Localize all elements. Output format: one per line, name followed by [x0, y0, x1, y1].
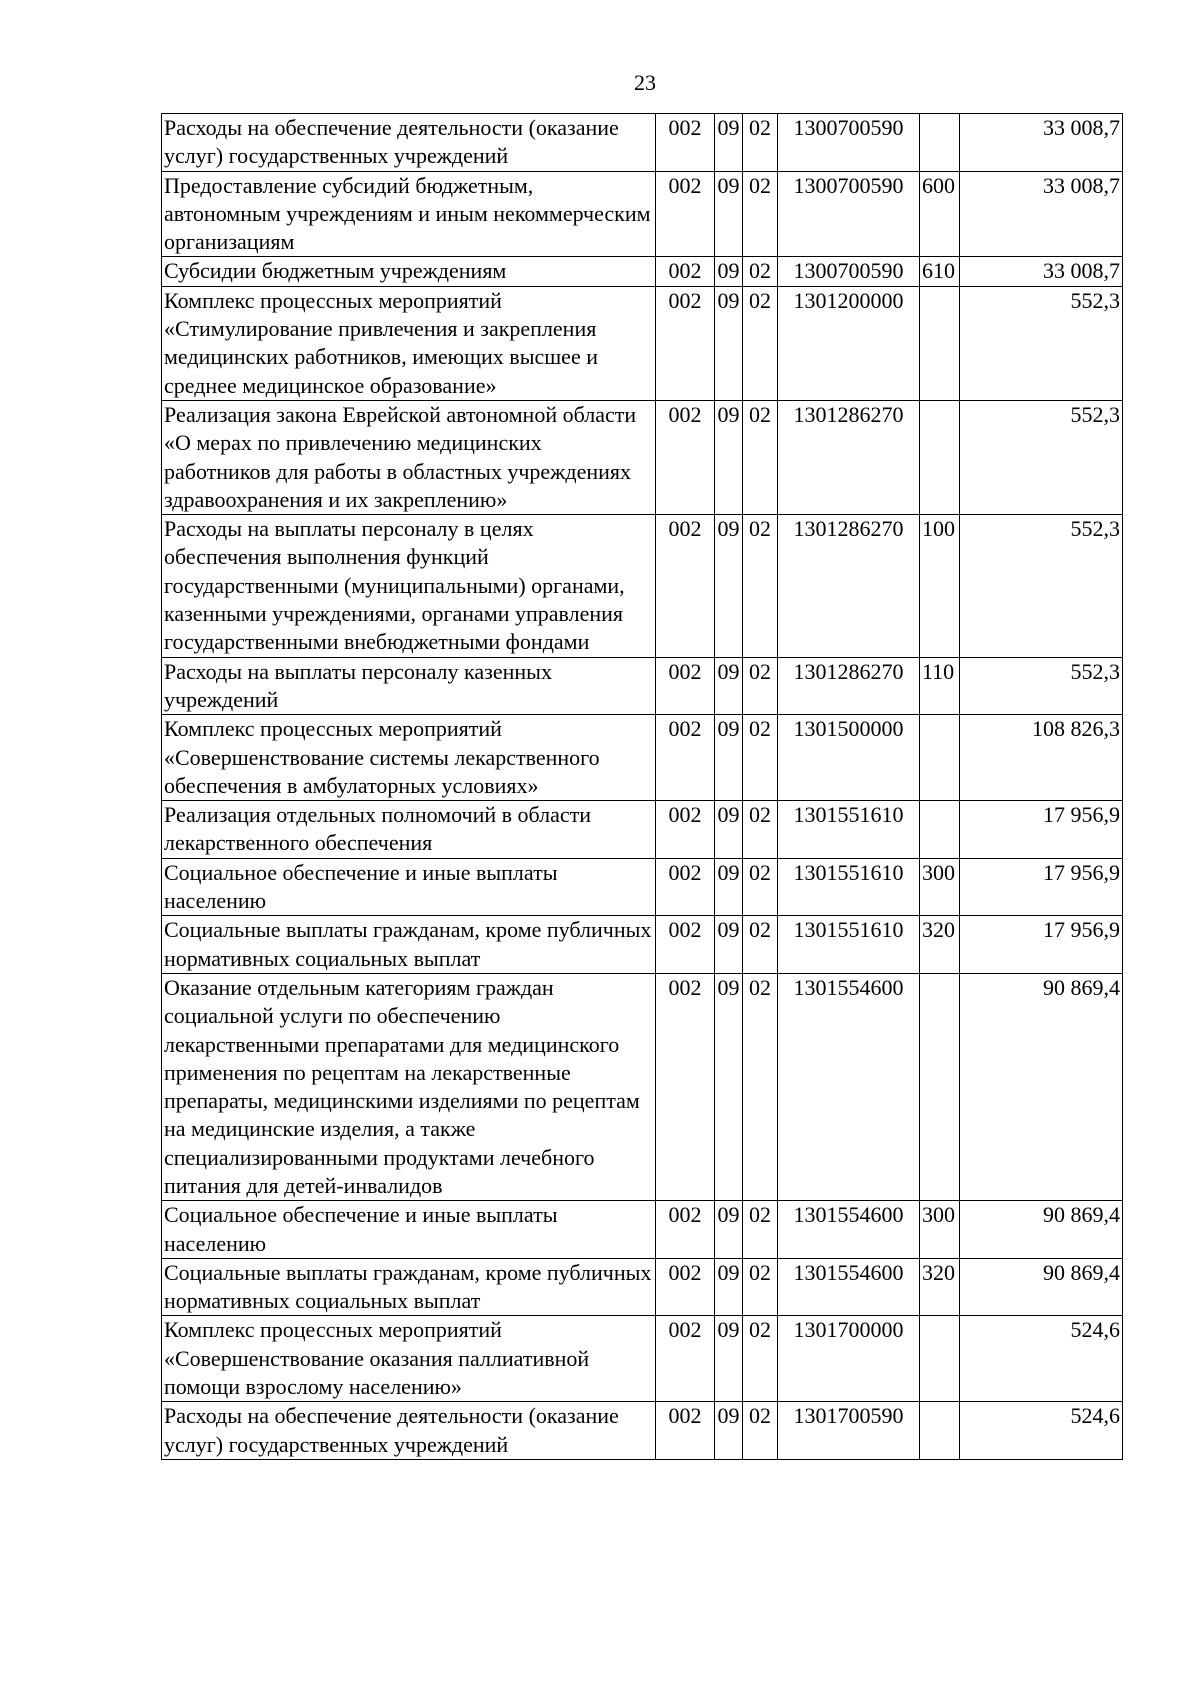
page-number: 23 — [634, 70, 656, 95]
row-expense-type-cell: 320 — [920, 1258, 960, 1316]
row-section-cell: 09 — [715, 657, 743, 715]
row-name-cell: Социальные выплаты гражданам, кроме публичных нормативных социальных выплат — [162, 1258, 656, 1316]
row-subsection-cell: 02 — [743, 171, 778, 257]
table-row — [162, 515, 1123, 657]
table-row — [162, 973, 1123, 1200]
row-grbs-cell: 002 — [656, 400, 715, 514]
row-subsection-cell: 02 — [743, 114, 778, 172]
row-name-cell: Социальные выплаты гражданам, кроме публичных нормативных социальных выплат — [162, 916, 656, 974]
row-amount-cell: 524,6 — [960, 1316, 1123, 1402]
row-expense-type-cell — [920, 286, 960, 400]
row-target-article-cell: 1301500000 — [778, 715, 920, 801]
row-name-cell: Социальное обеспечение и иные выплаты населению — [162, 1201, 656, 1259]
row-section-cell: 09 — [715, 1201, 743, 1259]
row-expense-type-cell — [920, 1316, 960, 1402]
row-expense-type-cell: 100 — [920, 515, 960, 657]
row-target-article-cell: 1301551610 — [778, 916, 920, 974]
table-row — [162, 114, 1123, 172]
table-row — [162, 171, 1123, 257]
row-name-cell: Комплекс процессных мероприятий «Совершенствование системы лекарственного обеспечения в амбулаторных условиях» — [162, 715, 656, 801]
row-section-cell: 09 — [715, 715, 743, 801]
row-section-cell: 09 — [715, 257, 743, 286]
table-row — [162, 1402, 1123, 1460]
row-expense-type-cell: 610 — [920, 257, 960, 286]
row-section-cell: 09 — [715, 916, 743, 974]
row-grbs-cell: 002 — [656, 1402, 715, 1460]
row-grbs-cell: 002 — [656, 973, 715, 1200]
table-row — [162, 286, 1123, 400]
row-amount-cell: 17 956,9 — [960, 858, 1123, 916]
row-target-article-cell: 1301700000 — [778, 1316, 920, 1402]
row-target-article-cell: 1301200000 — [778, 286, 920, 400]
row-name-cell: Субсидии бюджетным учреждениям — [162, 257, 656, 286]
row-amount-cell: 33 008,7 — [960, 171, 1123, 257]
row-amount-cell: 33 008,7 — [960, 114, 1123, 172]
row-target-article-cell: 1300700590 — [778, 257, 920, 286]
row-target-article-cell: 1301700590 — [778, 1402, 920, 1460]
row-target-article-cell: 1301551610 — [778, 858, 920, 916]
row-section-cell: 09 — [715, 973, 743, 1200]
row-expense-type-cell: 110 — [920, 657, 960, 715]
row-name-cell: Расходы на выплаты персоналу в целях обеспечения выполнения функций государственными (муниципальными) органами, казенными учреждениями, органами управления государственными внебюджетными фондами — [162, 515, 656, 657]
row-grbs-cell: 002 — [656, 114, 715, 172]
row-name-cell: Реализация отдельных полномочий в области лекарственного обеспечения — [162, 801, 656, 859]
row-subsection-cell: 02 — [743, 801, 778, 859]
row-expense-type-cell — [920, 801, 960, 859]
row-expense-type-cell — [920, 114, 960, 172]
row-subsection-cell: 02 — [743, 1258, 778, 1316]
row-name-cell: Комплекс процессных мероприятий «Стимулирование привлечения и закрепления медицинских работников, имеющих высшее и среднее медицинское образование» — [162, 286, 656, 400]
budget-table-body — [162, 114, 1123, 1460]
row-grbs-cell: 002 — [656, 858, 715, 916]
table-row — [162, 1201, 1123, 1259]
table-row — [162, 916, 1123, 974]
row-subsection-cell: 02 — [743, 257, 778, 286]
table-row — [162, 400, 1123, 514]
row-grbs-cell: 002 — [656, 286, 715, 400]
row-target-article-cell: 1301286270 — [778, 515, 920, 657]
row-name-cell: Расходы на выплаты персоналу казенных учреждений — [162, 657, 656, 715]
row-amount-cell: 552,3 — [960, 286, 1123, 400]
row-target-article-cell: 1301554600 — [778, 973, 920, 1200]
row-amount-cell: 90 869,4 — [960, 973, 1123, 1200]
row-name-cell: Предоставление субсидий бюджетным, автономным учреждениям и иным некоммерческим организациям — [162, 171, 656, 257]
row-grbs-cell: 002 — [656, 515, 715, 657]
table-row — [162, 657, 1123, 715]
row-expense-type-cell — [920, 715, 960, 801]
row-expense-type-cell: 320 — [920, 916, 960, 974]
row-subsection-cell: 02 — [743, 858, 778, 916]
table-row — [162, 1258, 1123, 1316]
row-section-cell: 09 — [715, 1402, 743, 1460]
row-grbs-cell: 002 — [656, 257, 715, 286]
row-grbs-cell: 002 — [656, 801, 715, 859]
row-expense-type-cell: 300 — [920, 858, 960, 916]
table-row — [162, 257, 1123, 286]
table-row — [162, 715, 1123, 801]
row-target-article-cell: 1301551610 — [778, 801, 920, 859]
row-section-cell: 09 — [715, 801, 743, 859]
row-subsection-cell: 02 — [743, 715, 778, 801]
row-section-cell: 09 — [715, 1258, 743, 1316]
row-subsection-cell: 02 — [743, 400, 778, 514]
row-amount-cell: 524,6 — [960, 1402, 1123, 1460]
row-amount-cell: 17 956,9 — [960, 801, 1123, 859]
row-subsection-cell: 02 — [743, 1316, 778, 1402]
row-name-cell: Социальное обеспечение и иные выплаты населению — [162, 858, 656, 916]
row-grbs-cell: 002 — [656, 1316, 715, 1402]
row-expense-type-cell: 300 — [920, 1201, 960, 1259]
row-subsection-cell: 02 — [743, 1402, 778, 1460]
row-grbs-cell: 002 — [656, 916, 715, 974]
row-section-cell: 09 — [715, 858, 743, 916]
row-expense-type-cell — [920, 1402, 960, 1460]
row-name-cell: Оказание отдельным категориям граждан социальной услуги по обеспечению лекарственными препаратами для медицинского применения по рецептам на лекарственные препараты, медицинскими изделиями по рецептам на медицинские изделия, а также специализированными продуктами лечебного питания для детей-инвалидов — [162, 973, 656, 1200]
row-amount-cell: 17 956,9 — [960, 916, 1123, 974]
row-subsection-cell: 02 — [743, 973, 778, 1200]
row-target-article-cell: 1300700590 — [778, 171, 920, 257]
row-subsection-cell: 02 — [743, 657, 778, 715]
row-target-article-cell: 1301554600 — [778, 1201, 920, 1259]
row-target-article-cell: 1301286270 — [778, 400, 920, 514]
row-target-article-cell: 1301554600 — [778, 1258, 920, 1316]
row-amount-cell: 33 008,7 — [960, 257, 1123, 286]
row-amount-cell: 90 869,4 — [960, 1201, 1123, 1259]
row-amount-cell: 108 826,3 — [960, 715, 1123, 801]
row-subsection-cell: 02 — [743, 1201, 778, 1259]
row-section-cell: 09 — [715, 114, 743, 172]
row-name-cell: Расходы на обеспечение деятельности (оказание услуг) государственных учреждений — [162, 114, 656, 172]
row-expense-type-cell — [920, 400, 960, 514]
row-grbs-cell: 002 — [656, 1201, 715, 1259]
budget-table — [161, 113, 1123, 1460]
row-subsection-cell: 02 — [743, 286, 778, 400]
row-section-cell: 09 — [715, 171, 743, 257]
row-amount-cell: 90 869,4 — [960, 1258, 1123, 1316]
row-section-cell: 09 — [715, 515, 743, 657]
row-section-cell: 09 — [715, 286, 743, 400]
row-grbs-cell: 002 — [656, 171, 715, 257]
row-amount-cell: 552,3 — [960, 400, 1123, 514]
row-target-article-cell: 1300700590 — [778, 114, 920, 172]
row-amount-cell: 552,3 — [960, 657, 1123, 715]
row-expense-type-cell — [920, 973, 960, 1200]
row-subsection-cell: 02 — [743, 916, 778, 974]
row-section-cell: 09 — [715, 400, 743, 514]
row-grbs-cell: 002 — [656, 1258, 715, 1316]
row-expense-type-cell: 600 — [920, 171, 960, 257]
row-grbs-cell: 002 — [656, 715, 715, 801]
row-name-cell: Комплекс процессных мероприятий «Совершенствование оказания паллиативной помощи взрослому населению» — [162, 1316, 656, 1402]
table-row — [162, 801, 1123, 859]
row-target-article-cell: 1301286270 — [778, 657, 920, 715]
row-grbs-cell: 002 — [656, 657, 715, 715]
table-row — [162, 858, 1123, 916]
row-subsection-cell: 02 — [743, 515, 778, 657]
row-name-cell: Расходы на обеспечение деятельности (оказание услуг) государственных учреждений — [162, 1402, 656, 1460]
row-name-cell: Реализация закона Еврейской автономной области «О мерах по привлечению медицинских работников для работы в областных учреждениях здравоохранения и их закреплению» — [162, 400, 656, 514]
row-amount-cell: 552,3 — [960, 515, 1123, 657]
table-row — [162, 1316, 1123, 1402]
row-section-cell: 09 — [715, 1316, 743, 1402]
